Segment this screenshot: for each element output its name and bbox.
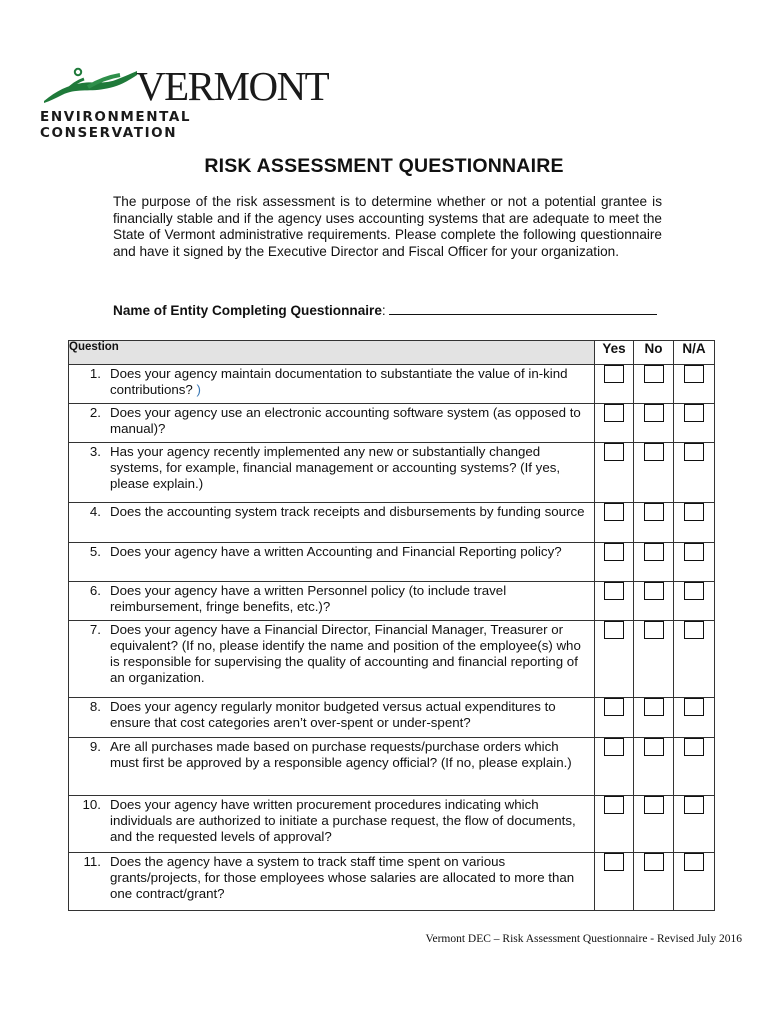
questionnaire-table [68, 340, 715, 911]
table-row [69, 698, 715, 738]
checkbox-no[interactable] [644, 698, 664, 716]
checkbox-yes[interactable] [604, 698, 624, 716]
answer-cell-na [674, 738, 715, 796]
column-header-no: No [634, 341, 674, 365]
checkbox-na[interactable] [684, 543, 704, 561]
answer-cell-no [634, 365, 674, 404]
checkbox-na[interactable] [684, 621, 704, 639]
answer-cell-yes [595, 404, 634, 443]
answer-cell-yes [595, 796, 634, 853]
checkbox-no[interactable] [644, 582, 664, 600]
question-cell [69, 738, 595, 796]
checkbox-no[interactable] [644, 621, 664, 639]
answer-cell-na [674, 796, 715, 853]
question-cell [69, 853, 595, 911]
answer-cell-yes [595, 738, 634, 796]
column-header-yes: Yes [595, 341, 634, 365]
answer-cell-na [674, 582, 715, 621]
table-row [69, 796, 715, 853]
answer-cell-yes [595, 621, 634, 698]
answer-cell-na [674, 443, 715, 503]
table-row [69, 582, 715, 621]
table-header-row [69, 341, 715, 365]
question-text: Does the agency have a system to track staff time spent on various grants/projects, for those employees whose salaries are allocated to more than one contract/grant? [110, 854, 575, 901]
question-number: 11. [83, 854, 101, 869]
checkbox-na[interactable] [684, 503, 704, 521]
checkbox-yes[interactable] [604, 621, 624, 639]
checkbox-yes[interactable] [604, 582, 624, 600]
question-text: Does your agency have a written Personnel policy (to include travel reimbursement, fringe benefits, etc.)? [110, 583, 507, 614]
checkbox-no[interactable] [644, 543, 664, 561]
question-number: 7. [89, 622, 101, 637]
question-number: 5. [89, 544, 101, 559]
page-footer: Vermont DEC – Risk Assessment Questionnaire - Revised July 2016 [425, 933, 742, 945]
table-row [69, 621, 715, 698]
checkbox-no[interactable] [644, 404, 664, 422]
logo-wordmark: VERMONT [136, 63, 329, 109]
answer-cell-no [634, 582, 674, 621]
answer-cell-no [634, 503, 674, 543]
checkbox-na[interactable] [684, 796, 704, 814]
column-header-question: Question [69, 341, 595, 365]
page-title: RISK ASSESSMENT QUESTIONNAIRE [204, 155, 564, 177]
question-text: Does your agency use an electronic accounting software system (as opposed to manual)? [110, 405, 581, 436]
entity-name-label: Name of Entity Completing Questionnaire [113, 303, 382, 318]
column-header-na: N/A [674, 341, 715, 365]
table-row [69, 738, 715, 796]
answer-cell-na [674, 503, 715, 543]
checkbox-no[interactable] [644, 853, 664, 871]
question-text: Are all purchases made based on purchase requests/purchase orders which must first be approved by a responsible agency official? (If no, please explain.) [110, 739, 572, 770]
checkbox-no[interactable] [644, 443, 664, 461]
intro-paragraph: The purpose of the risk assessment is to determine whether or not a potential grantee is financially stable and if the agency uses accounting systems that are adequate to meet the State of Vermont administrative requirements. Please complete the following questionnaire and have it signed by the Executive Director and Fiscal Officer for your organization. [113, 194, 662, 259]
checkbox-yes[interactable] [604, 796, 624, 814]
answer-cell-no [634, 443, 674, 503]
question-number: 3. [89, 444, 101, 459]
table-row [69, 543, 715, 582]
checkbox-na[interactable] [684, 853, 704, 871]
question-number: 1. [89, 366, 101, 381]
question-number: 9. [89, 739, 101, 754]
answer-cell-yes [595, 543, 634, 582]
question-cell [69, 582, 595, 621]
table-row [69, 853, 715, 911]
answer-cell-na [674, 365, 715, 404]
question-cell [69, 543, 595, 582]
question-cell [69, 443, 595, 503]
question-cell [69, 796, 595, 853]
answer-cell-na [674, 698, 715, 738]
checkbox-yes[interactable] [604, 853, 624, 871]
entity-name-blank-line[interactable] [389, 302, 657, 315]
question-text: Does your agency have a Financial Director, Financial Manager, Treasurer or equivalent? (If no, please identify the name and position of the employee(s) who is responsible for supervising the quality of accounting and financial reporting of an organization. [110, 622, 581, 685]
logo-subtitle: ENVIRONMENTAL CONSERVATION [40, 109, 192, 141]
checkbox-na[interactable] [684, 443, 704, 461]
question-cell [69, 698, 595, 738]
question-number: 4. [89, 504, 101, 519]
answer-cell-na [674, 543, 715, 582]
question-number: 8. [89, 699, 101, 714]
answer-cell-na [674, 621, 715, 698]
question-extra-mark: ) [192, 382, 201, 397]
question-cell [69, 503, 595, 543]
checkbox-na[interactable] [684, 404, 704, 422]
mountain-swoosh-icon [38, 61, 138, 107]
checkbox-yes[interactable] [604, 365, 624, 383]
answer-cell-no [634, 698, 674, 738]
checkbox-yes[interactable] [604, 543, 624, 561]
table-row [69, 404, 715, 443]
vermont-dec-logo [38, 61, 329, 141]
checkbox-yes[interactable] [604, 503, 624, 521]
question-text: Does your agency maintain documentation to substantiate the value of in-kind contributions? [110, 366, 568, 397]
answer-cell-no [634, 404, 674, 443]
checkbox-yes[interactable] [604, 738, 624, 756]
question-number: 6. [89, 583, 101, 598]
entity-name-colon: : [381, 303, 386, 318]
question-text: Does your agency have written procurement procedures indicating which individuals are authorized to initiate a purchase request, the flow of documents, and the requested levels of approval? [110, 797, 576, 844]
question-text: Does your agency have a written Accounting and Financial Reporting policy? [110, 544, 562, 559]
answer-cell-no [634, 543, 674, 582]
checkbox-no[interactable] [644, 796, 664, 814]
checkbox-no[interactable] [644, 738, 664, 756]
checkbox-yes[interactable] [604, 404, 624, 422]
answer-cell-yes [595, 365, 634, 404]
answer-cell-yes [595, 698, 634, 738]
checkbox-yes[interactable] [604, 443, 624, 461]
answer-cell-no [634, 738, 674, 796]
question-text: Has your agency recently implemented any new or substantially changed systems, for example, financial management or accounting systems? (If yes, please explain.) [110, 444, 561, 491]
answer-cell-na [674, 853, 715, 911]
question-number: 2. [89, 405, 101, 420]
answer-cell-yes [595, 853, 634, 911]
entity-name-field[interactable] [113, 302, 657, 318]
question-number: 10. [82, 797, 101, 812]
checkbox-na[interactable] [684, 738, 704, 756]
question-cell [69, 365, 595, 404]
answer-cell-yes [595, 582, 634, 621]
question-cell [69, 404, 595, 443]
question-text: Does the accounting system track receipts and disbursements by funding source [110, 504, 585, 519]
checkbox-no[interactable] [644, 503, 664, 521]
checkbox-na[interactable] [684, 365, 704, 383]
question-cell [69, 621, 595, 698]
answer-cell-yes [595, 443, 634, 503]
table-row [69, 365, 715, 404]
table-row [69, 443, 715, 503]
answer-cell-yes [595, 503, 634, 543]
question-text: Does your agency regularly monitor budgeted versus actual expenditures to ensure that cost categories aren’t over-spent or under-spent? [110, 699, 556, 730]
checkbox-na[interactable] [684, 582, 704, 600]
answer-cell-no [634, 796, 674, 853]
answer-cell-no [634, 621, 674, 698]
checkbox-na[interactable] [684, 698, 704, 716]
answer-cell-no [634, 853, 674, 911]
table-row [69, 503, 715, 543]
checkbox-no[interactable] [644, 365, 664, 383]
answer-cell-na [674, 404, 715, 443]
